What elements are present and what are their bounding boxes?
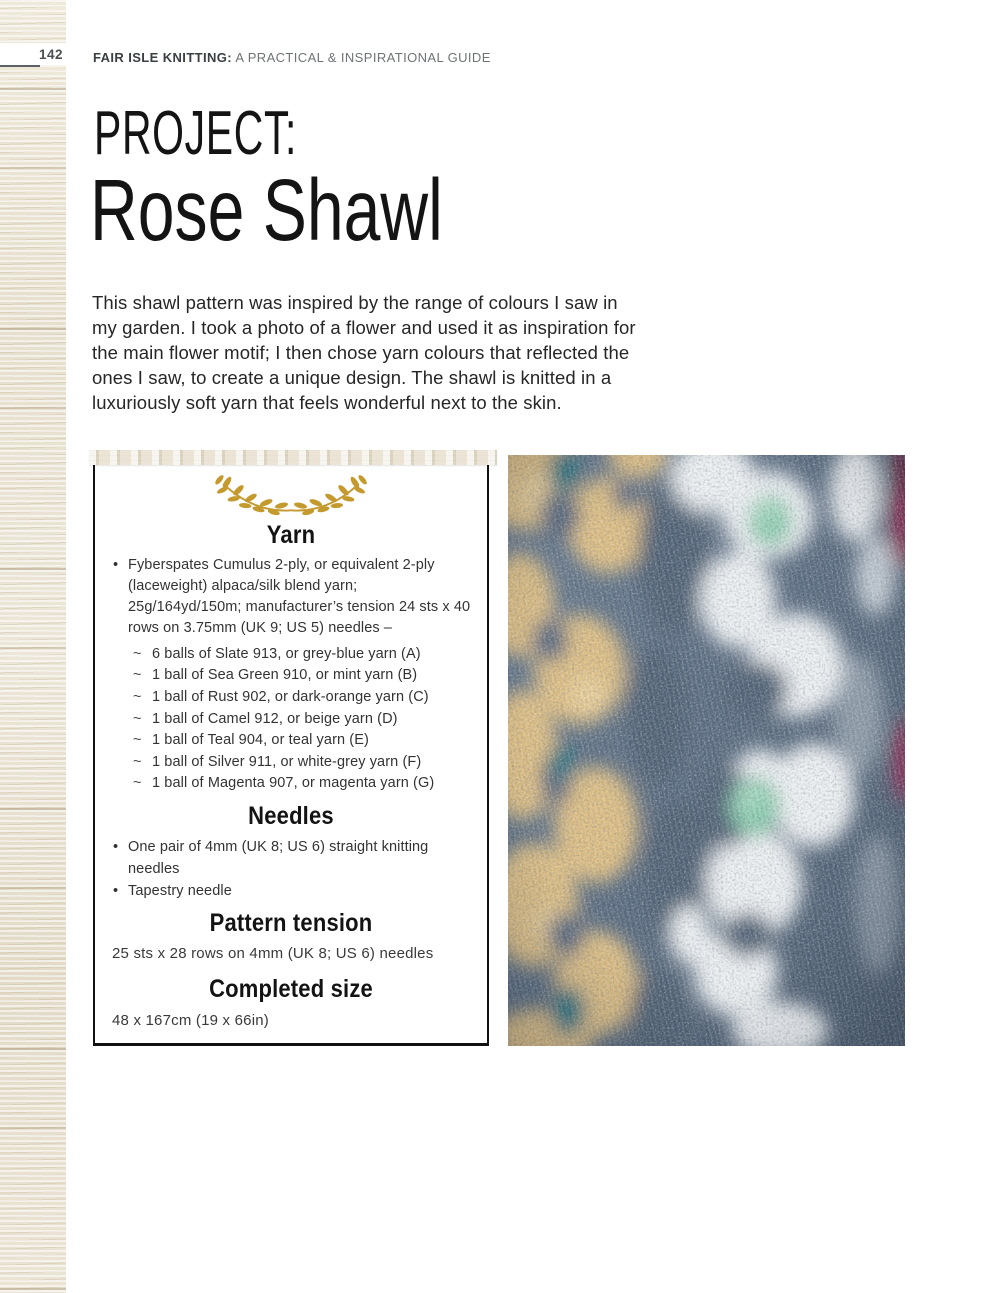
tilde-icon: ~ <box>133 688 142 705</box>
page-number-underline <box>0 65 40 67</box>
tilde-icon: ~ <box>133 753 142 770</box>
tilde-icon: ~ <box>133 710 142 727</box>
materials-box-content <box>95 464 487 1043</box>
list-item <box>133 687 471 709</box>
wood-texture-margin <box>0 0 66 1293</box>
list-item <box>111 880 471 902</box>
bullet-icon: • <box>113 882 119 899</box>
running-header-subtitle: A PRACTICAL & INSPIRATIONAL GUIDE <box>232 50 491 65</box>
materials-box <box>93 462 489 1046</box>
yarn-colour: 1 ball of Silver 911, or white-grey yarn (F) <box>152 753 422 770</box>
yarn-colour: 1 ball of Sea Green 910, or mint yarn (B) <box>152 667 418 684</box>
yarn-spec: Fyberspates Cumulus 2-ply, or equivalent 2-ply (laceweight) alpaca/silk blend yarn; 25g/164yd/150m; manufacturer’s tension 24 sts x 40 rows on 3.75mm (UK 9; US 5) needles – <box>128 556 471 636</box>
project-kicker: PROJECT: <box>94 99 298 168</box>
project-title: Rose Shawl <box>90 162 443 259</box>
shawl-photo <box>508 455 905 1046</box>
yarn-list <box>111 555 471 639</box>
yarn-colour-list <box>111 644 471 795</box>
list-item <box>133 773 471 795</box>
page-number: 142 <box>38 46 63 62</box>
tilde-icon: ~ <box>133 667 142 684</box>
needles-item: Tapestry needle <box>128 882 232 899</box>
bullet-icon: • <box>113 556 119 573</box>
list-item <box>133 730 471 752</box>
list-item <box>133 709 471 731</box>
page-number-band <box>0 43 66 65</box>
running-header <box>93 50 491 65</box>
needles-heading: Needles <box>248 801 334 830</box>
knit-fabric-photo-illustration <box>508 455 905 1046</box>
size-value: 48 x 167cm (19 x 66in) <box>112 1012 269 1030</box>
tilde-icon: ~ <box>133 645 142 662</box>
yarn-colour: 1 ball of Rust 902, or dark-orange yarn (C) <box>152 688 429 705</box>
intro-paragraph: This shawl pattern was inspired by the range of colours I saw in my garden. I took a photo of a flower and used it as inspiration for the main flower motif; I then chose yarn colours that reflected the ones I saw, to create a unique design. The shawl is knitted in a luxuriously soft yarn that feels wonderful next to the skin. <box>92 292 636 413</box>
yarn-heading: Yarn <box>266 521 316 549</box>
list-item <box>133 665 471 687</box>
list-item <box>133 644 471 666</box>
tension-value: 25 sts x 28 rows on 4mm (UK 8; US 6) needles <box>112 945 434 963</box>
running-header-title: FAIR ISLE KNITTING: <box>93 50 233 65</box>
size-heading: Completed size <box>209 975 373 1004</box>
needles-item: One pair of 4mm (UK 8; US 6) straight knitting needles <box>128 838 429 877</box>
yarn-colour: 1 ball of Magenta 907, or magenta yarn (G) <box>152 775 435 792</box>
tension-heading: Pattern tension <box>209 908 373 937</box>
tilde-icon: ~ <box>133 775 142 792</box>
yarn-colour: 1 ball of Camel 912, or beige yarn (D) <box>152 710 398 727</box>
yarn-colour: 1 ball of Teal 904, or teal yarn (E) <box>152 732 369 749</box>
bullet-icon: • <box>113 838 119 855</box>
needles-list <box>111 836 471 902</box>
list-item <box>111 836 471 880</box>
list-item <box>133 752 471 774</box>
tilde-icon: ~ <box>133 732 142 749</box>
yarn-colour: 6 balls of Slate 913, or grey-blue yarn (A) <box>152 645 421 662</box>
list-item <box>111 555 471 639</box>
tape-strip <box>89 450 497 465</box>
